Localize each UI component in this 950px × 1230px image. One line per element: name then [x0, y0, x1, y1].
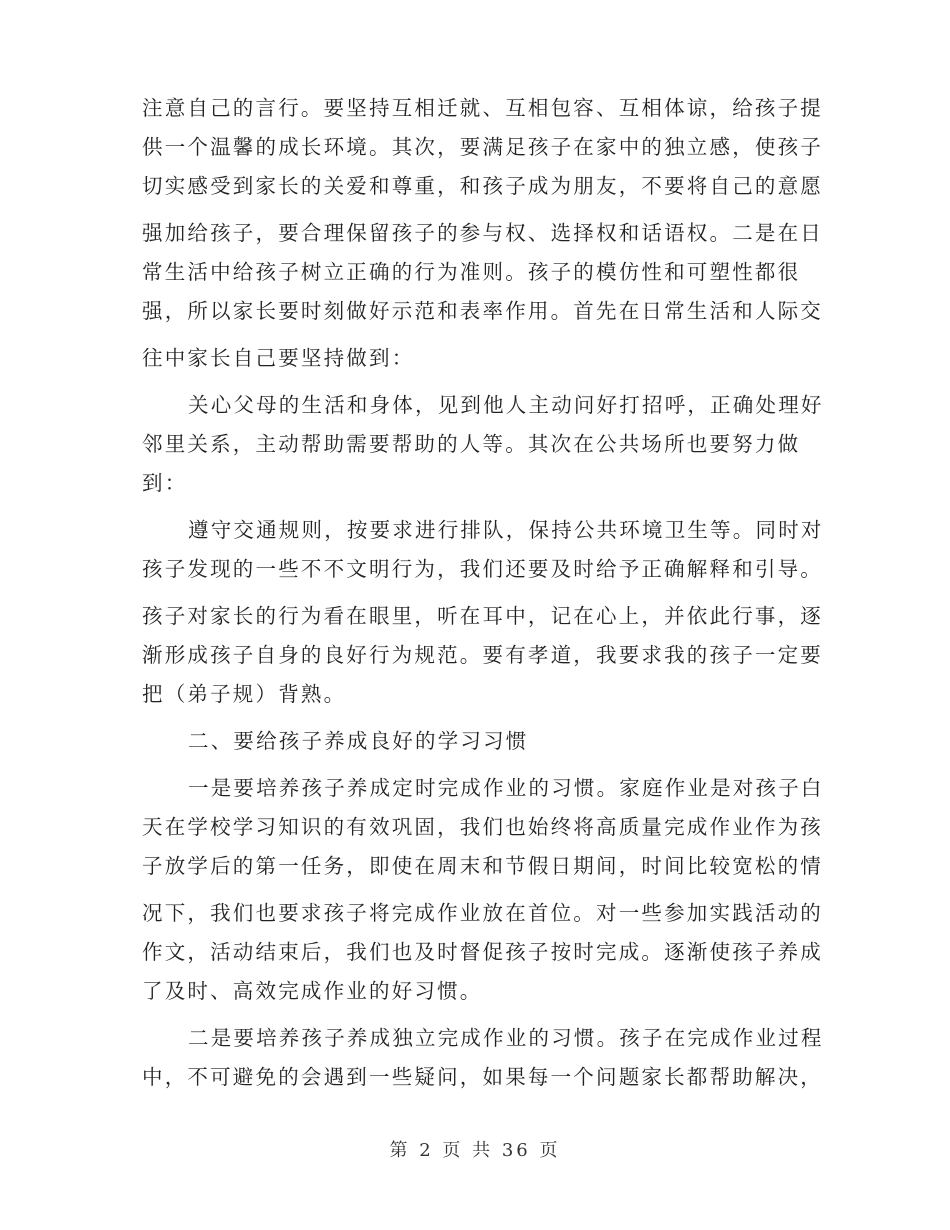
text-line: 孩子发现的一些不不文明行为，我们还要及时给予正确解释和引导。	[142, 557, 823, 581]
text-line: 一是要培养孩子养成定时完成作业的习惯。家庭作业是对孩子白	[188, 776, 824, 800]
text-line: 天在学校学习知识的有效巩固，我们也始终将高质量完成作业作为孩	[142, 815, 823, 839]
text-line: 孩子对家长的行为看在眼里，听在耳中，记在心上，并依此行事，逐	[142, 604, 823, 628]
text-line: 遵守交通规则，按要求进行排队，保持公共环境卫生等。同时对	[188, 518, 824, 542]
text-line: 常生活中给孩子树立正确的行为准则。孩子的模仿性和可塑性都很	[142, 260, 801, 284]
text-line: 到：	[142, 471, 188, 495]
text-line: 邻里关系，主动帮助需要帮助的人等。其次在公共场所也要努力做	[142, 432, 801, 456]
text-line: 供一个温馨的成长环境。其次，要满足孩子在家中的独立感，使孩子	[142, 135, 823, 159]
text-line: 子放学后的第一任务，即使在周末和节假日期间，时间比较宽松的情	[142, 854, 823, 878]
text-line: 注意自己的言行。要坚持互相迁就、互相包容、互相体谅，给孩子提	[142, 96, 823, 120]
text-line: 关心父母的生活和身体，见到他人主动问好打招呼，正确处理好	[188, 393, 824, 417]
text-line: 往中家长自己要坚持做到：	[142, 346, 415, 370]
text-line: 切实感受到家长的关爱和尊重，和孩子成为朋友，不要将自己的意愿	[142, 174, 823, 198]
text-line: 作文，活动结束后，我们也及时督促孩子按时完成。逐渐使孩子养成	[142, 940, 823, 964]
text-line: 二是要培养孩子养成独立完成作业的习惯。孩子在完成作业过程	[188, 1026, 824, 1050]
section-heading: 二、要给孩子养成良好的学习习惯	[188, 729, 529, 753]
text-line: 渐形成孩子自身的良好行为规范。要有孝道，我要求我的孩子一定要	[142, 643, 823, 667]
text-line: 强，所以家长要时刻做好示范和表率作用。首先在日常生活和人际交	[142, 299, 823, 323]
page-footer: 第 2 页 共 36 页	[389, 1140, 561, 1161]
text-line: 强加给孩子，要合理保留孩子的参与权、选择权和话语权。二是在日	[142, 221, 823, 245]
text-line: 把（弟子规）背熟。	[142, 682, 347, 706]
text-line: 了及时、高效完成作业的好习惯。	[142, 979, 483, 1003]
text-line: 中，不可避免的会遇到一些疑问，如果每一个问题家长都帮助解决，	[142, 1065, 823, 1089]
text-line: 况下，我们也要求孩子将完成作业放在首位。对一些参加实践活动的	[142, 901, 823, 925]
